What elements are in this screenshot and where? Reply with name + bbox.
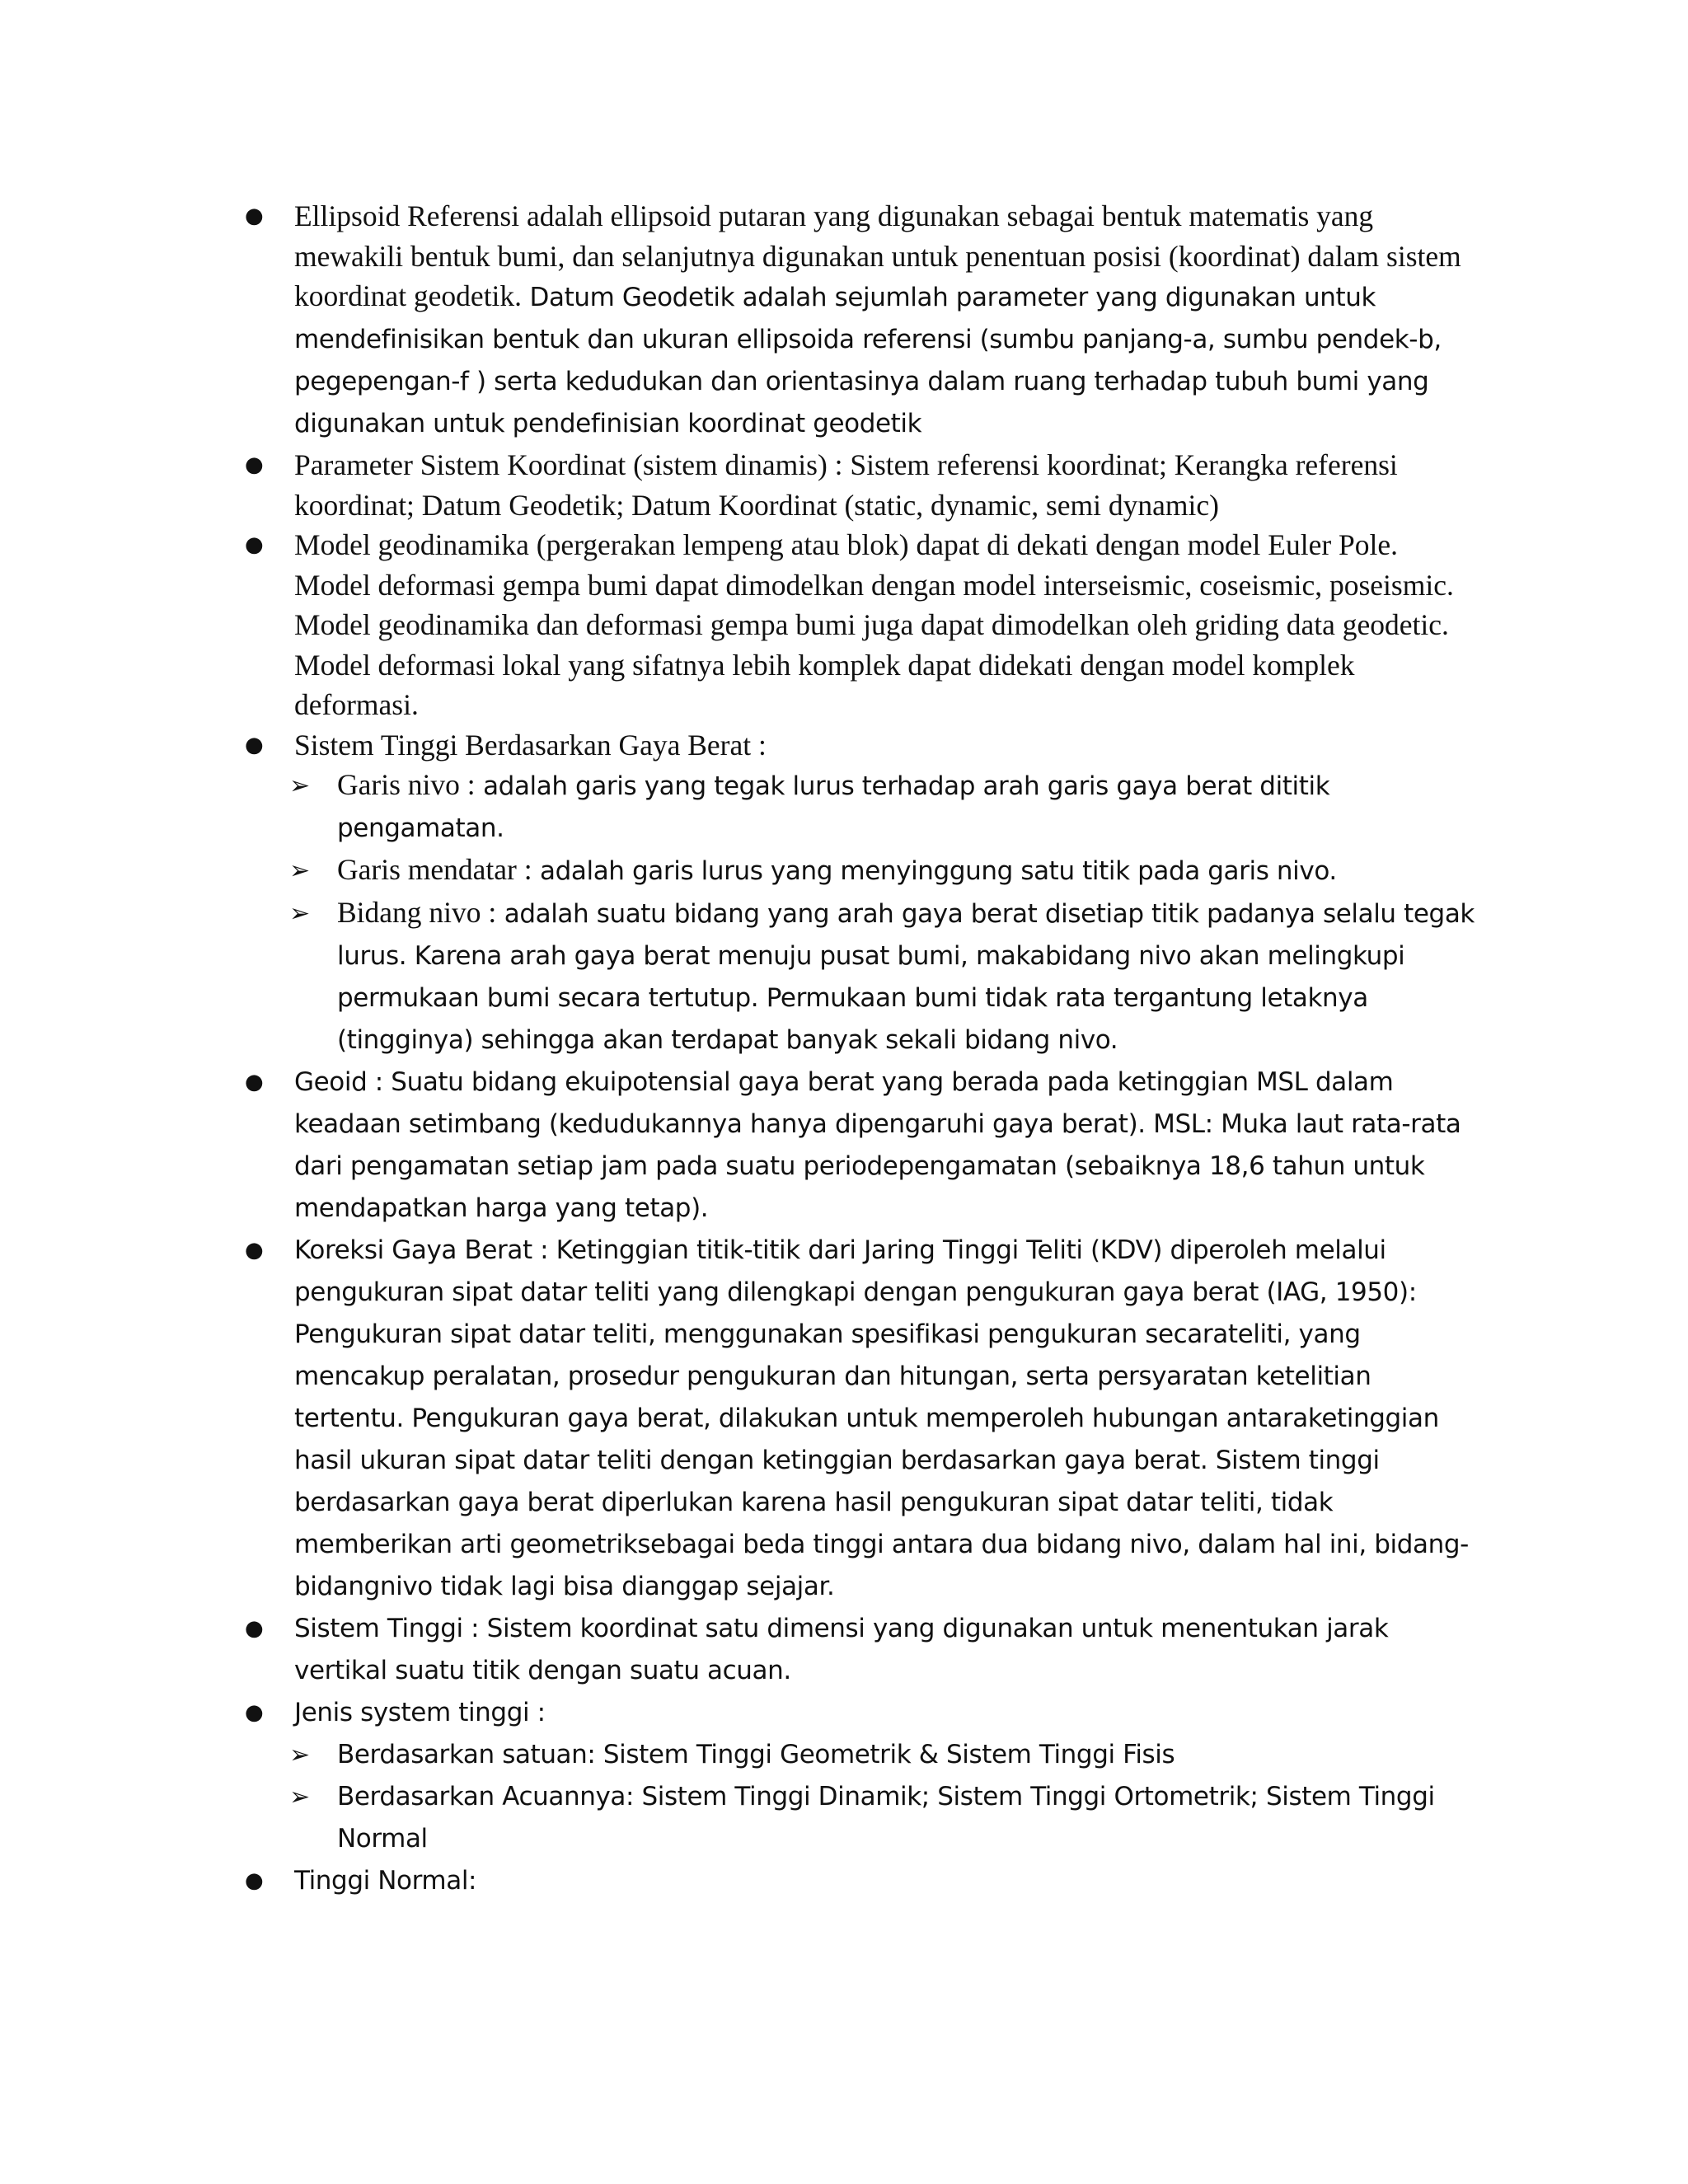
bullet-icon: ●	[245, 732, 264, 757]
sub-list	[240, 1734, 1476, 1860]
sub-item-garis-nivo	[240, 765, 1476, 850]
sub-item-text: Berdasarkan Acuannya: Sistem Tinggi Dinamik; Sistem Tinggi Ortometrik; Sistem Tinggi Normal	[337, 1782, 1435, 1854]
paragraph-text: Koreksi Gaya Berat : Ketinggian titik-titik dari Jaring Tinggi Teliti (KDV) diperoleh melalui pengukuran sipat datar teliti yang dilengkapi dengan pengukuran gaya berat (IAG, 1950): Pengukuran sipat datar teliti, menggunakan spesifikasi pengukuran secarateliti, yang mencakup peralatan, prosedur pengukuran dan hitungan, serta persyaratan ketelitian tertentu. Pengukuran gaya berat, dilakukan untuk memperoleh hubungan antaraketinggian hasil ukuran sipat datar teliti dengan ketinggian berdasarkan gaya berat. Sistem tinggi berdasarkan gaya berat diperlukan karena hasil pengukuran sipat datar teliti, tidak memberikan arti geometriksebagai beda tinggi antara dua bidang nivo, dalam hal ini, bidang-bidangnivo tidak lagi bisa dianggap sejajar.	[294, 1235, 1469, 1601]
sub-item-berdasarkan-satuan	[240, 1734, 1476, 1776]
bullet-icon: ●	[245, 452, 264, 477]
sub-item-garis-mendatar	[240, 850, 1476, 893]
sub-item-bidang-nivo	[240, 893, 1476, 1062]
list-item-ellipsoid	[240, 196, 1476, 445]
paragraph-text: Sistem Tinggi : Sistem koordinat satu dimensi yang digunakan untuk menentukan jarak vertikal suatu titik dengan suatu acuan.	[294, 1614, 1389, 1685]
list-item-koreksi-gaya-berat	[240, 1230, 1476, 1608]
list-item-sistem-tinggi	[240, 1608, 1476, 1692]
bullet-icon: ●	[245, 204, 264, 228]
sub-item-term: Garis mendatar :	[337, 853, 532, 886]
list-item-tinggi-normal	[240, 1860, 1476, 1902]
paragraph-text: Geoid : Suatu bidang ekuipotensial gaya berat yang berada pada ketinggian MSL dalam keadaan setimbang (kedudukannya hanya dipengaruhi gaya berat). MSL: Muka laut rata-rata dari pengamatan setiap jam pada suatu periodepengamatan (sebaiknya 18,6 tahun untuk mendapatkan harga yang tetap).	[294, 1067, 1461, 1223]
list-item-geoid	[240, 1062, 1476, 1230]
sub-item-desc: adalah garis lurus yang menyinggung satu titik pada garis nivo.	[532, 856, 1337, 886]
arrow-bullet-icon: ➢	[289, 1783, 311, 1811]
list-item-sistem-tinggi-gaya-berat	[240, 725, 1476, 1062]
paragraph-text: Parameter Sistem Koordinat (sistem dinamis) : Sistem referensi koordinat; Kerangka referensi koordinat; Datum Geodetik; Datum Koordinat (static, dynamic, semi dynamic)	[294, 448, 1398, 522]
list-item-parameter	[240, 445, 1476, 525]
paragraph-text-serif: Ellipsoid Referensi adalah ellipsoid putaran yang digunakan sebagai bentuk matematis yang mewakili bentuk bumi, dan selanjutnya digunakan untuk penentuan posisi (koordinat) dalam sistem koordinat geodetik.	[294, 199, 1461, 312]
bullet-icon: ●	[245, 1070, 264, 1094]
paragraph-text: Sistem Tinggi Berdasarkan Gaya Berat :	[294, 728, 767, 762]
paragraph-text: Tinggi Normal:	[294, 1866, 477, 1896]
bullet-icon: ●	[245, 1616, 264, 1641]
arrow-bullet-icon: ➢	[289, 899, 311, 928]
sub-item-desc: adalah garis yang tegak lurus terhadap arah garis gaya berat dititik pengamatan.	[337, 771, 1330, 843]
paragraph-text: Model geodinamika (pergerakan lempeng atau blok) dapat di dekati dengan model Euler Pole. Model deformasi gempa bumi dapat dimodelkan dengan model interseismic, coseismic, poseismic. Model geodinamika dan deformasi gempa bumi juga dapat dimodelkan oleh griding data geodetic. Model deformasi lokal yang sifatnya lebih komplek dapat didekati dengan model komplek deformasi.	[294, 528, 1454, 721]
sub-item-berdasarkan-acuannya	[240, 1776, 1476, 1860]
sub-item-term: Garis nivo :	[337, 768, 476, 801]
sub-item-desc: adalah suatu bidang yang arah gaya berat disetiap titik padanya selalu tegak lurus. Karena arah gaya berat menuju pusat bumi, makabidang nivo akan melingkupi permukaan bumi secara tertutup. Permukaan bumi tidak rata tergantung letaknya (tingginya) sehingga akan terdapat banyak sekali bidang nivo.	[337, 899, 1475, 1055]
bullet-icon: ●	[245, 1700, 264, 1725]
bullet-icon: ●	[245, 1238, 264, 1263]
sub-list	[240, 765, 1476, 1062]
sub-item-term: Bidang nivo :	[337, 896, 497, 929]
bullet-icon: ●	[245, 532, 264, 557]
paragraph-text: Jenis system tinggi :	[294, 1698, 546, 1727]
sub-item-text: Berdasarkan satuan: Sistem Tinggi Geometrik & Sistem Tinggi Fisis	[337, 1740, 1175, 1769]
arrow-bullet-icon: ➢	[289, 1741, 311, 1769]
bullet-icon: ●	[245, 1868, 264, 1893]
list-item-geodinamika	[240, 525, 1476, 725]
arrow-bullet-icon: ➢	[289, 771, 311, 800]
document-body	[240, 196, 1476, 1902]
paragraph-text-sans: Datum Geodetik adalah sejumlah parameter yang digunakan untuk mendefinisikan bentuk dan ukuran ellipsoida referensi (sumbu panjang-a, sumbu pendek-b, pegepengan-f ) serta kedudukan dan orientasinya dalam ruang terhadap tubuh bumi yang digunakan untuk pendefinisian koordinat geodetik	[294, 283, 1442, 438]
arrow-bullet-icon: ➢	[289, 856, 311, 885]
bullet-list	[240, 196, 1476, 1902]
list-item-jenis-system-tinggi	[240, 1692, 1476, 1860]
